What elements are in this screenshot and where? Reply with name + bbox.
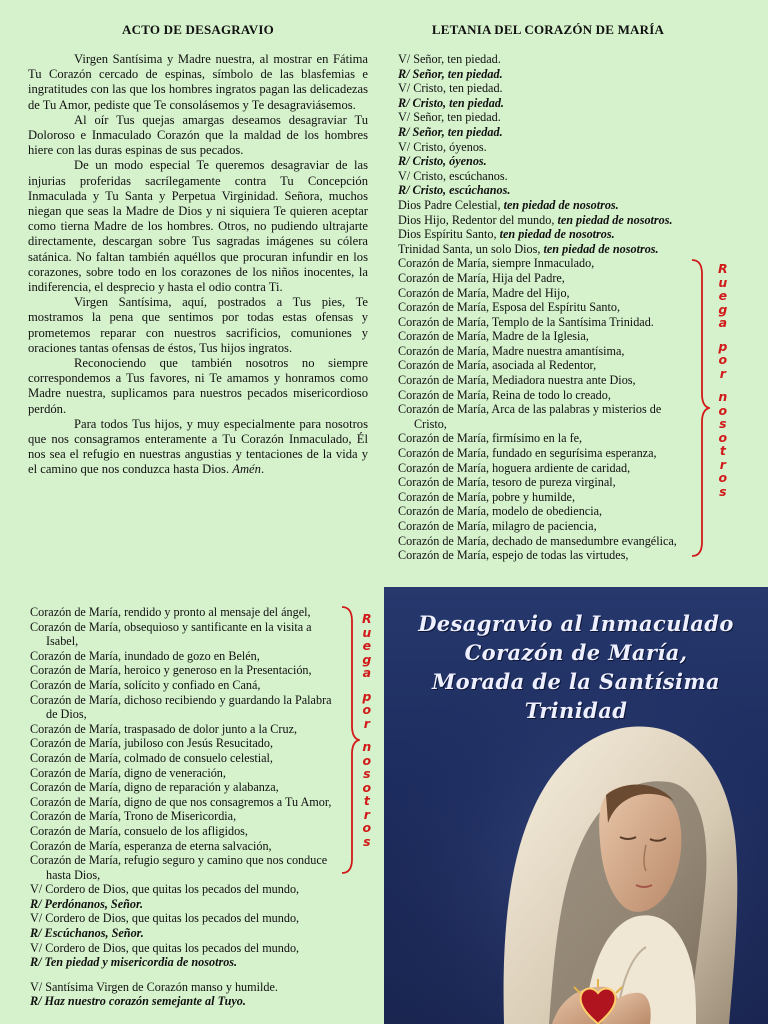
corazon-invocation: Corazón de María, Reina de todo lo creado, — [398, 387, 611, 402]
corazon-invocation: Corazón de María, Hija del Padre, — [398, 270, 565, 285]
cover-title — [384, 609, 768, 725]
corazon-invocation: Corazón de María, rendido y pronto al mensaje del ángel, — [30, 605, 311, 619]
invocation-text: Dios Padre Celestial, — [398, 197, 504, 212]
litany-versicle: V/ Cordero de Dios, que quitas los pecados del mundo, — [30, 940, 300, 955]
cover-title-line: Corazón de María, — [464, 640, 688, 665]
amen-period: . — [260, 462, 265, 477]
ruega-letter: a — [362, 665, 372, 680]
corazon-invocation: Corazón de María, Trono de Misericordia, — [30, 809, 237, 824]
line-continuation: de Dios, — [46, 707, 87, 722]
litany-versicle: V/ Cristo, óyenos. — [398, 139, 487, 154]
acto-desagravio-section — [28, 22, 368, 478]
corazon-invocation: Corazón de María, milagro de paciencia, — [398, 519, 597, 533]
corazon-invocation: Corazón de María, Madre del Hijo, — [398, 285, 570, 300]
cover-panel — [384, 587, 768, 1024]
acto-title: ACTO DE DESAGRAVIO — [122, 22, 274, 37]
invocation-response: ten piedad de nosotros. — [503, 197, 619, 212]
corazon-invocation: Corazón de María, esperanza de eterna salvación, — [30, 838, 272, 853]
acto-paragraph: Al oír Tus quejas amargas deseamos desagraviar Tu Doloroso e Inmaculado Corazón que la maldad de los hombres hiere con las duras espinas de sus pecados. — [28, 112, 368, 158]
corazon-invocation: Corazón de María, heroico y generoso en la Presentación, — [30, 663, 312, 678]
acto-paragraph: Virgen Santísima, aquí, postrados a Tus pies, Te mostramos la pena que sentimos por todas estas ofensas y prometemos reparar con nuestros sacrificios, comuniones y oraciones tantas ofensas de éstos, Tus hijos ingratos. — [28, 295, 368, 355]
ruega-letter: o — [362, 752, 372, 768]
litany-versicle: V/ Cristo, escúchanos. — [398, 168, 508, 183]
ruega-letter: r — [719, 365, 726, 381]
ruega-letter: R — [362, 611, 372, 626]
litany-invocation — [398, 198, 698, 213]
litany-versicle: R/ Cristo, escúchanos. — [398, 183, 511, 198]
corazon-invocation: Corazón de María, jubiloso con Jesús Resucitado, — [30, 736, 274, 751]
corazon-invocation — [30, 693, 370, 722]
ruega-letter: s — [719, 483, 727, 499]
corazon-invocation: Corazón de María, asociada al Redentor, — [398, 358, 597, 373]
acto-paragraph: Reconociendo que también nosotros no siempre correspondemos a Tus favores, ni Te amamos y honramos como Madre nuestra, suplicamos para nuestros pecados misericordioso perdón. — [28, 356, 368, 416]
letania-section — [398, 22, 698, 563]
ruega-letter: u — [718, 274, 728, 290]
line-continuation: Cristo, — [414, 416, 447, 431]
cover-title-line: Desagravio al Inmaculado — [418, 611, 734, 636]
ruega-letter: t — [719, 443, 726, 458]
ruega-letter: e — [718, 288, 728, 303]
acto-paragraph: Virgen Santísima y Madre nuestra, al mostrar en Fátima Tu Corazón cercado de espinas, símbolo de las blasfemias e ingratitudes con las que los hombres ingratos pagan las delicadezas de Tu Amor, pediste que Te consolásemos y Te desagraviásemos. — [28, 52, 368, 112]
ruega-letter: n — [718, 389, 728, 404]
corazon-invocation: Corazón de María, digno de reparación y alabanza, — [30, 780, 279, 795]
ruega-letter: o — [362, 779, 372, 795]
litany-versicle: R/ Cristo, óyenos. — [398, 154, 487, 169]
corazon-invocation — [30, 853, 370, 882]
ruega-letter: r — [719, 456, 726, 472]
letania-list — [398, 52, 698, 563]
litany-versicle: V/ Santísima Virgen de Corazón manso y humilde. — [30, 979, 278, 994]
corazon-invocation: Corazón de María, dechado de mansedumbre evangélica, — [398, 533, 677, 548]
brace-path — [342, 607, 359, 873]
litany-versicle: R/ Cristo, ten piedad. — [398, 95, 504, 110]
ruega-letter: s — [363, 833, 371, 849]
acto-paragraph-text: Para todos Tus hijos, y muy especialmente para nosotros que nos consagramos enteramente a Tu Corazón Inmaculado, Él nos sea el refugio en nuestras angustias y tentaciones de la vida y el camino que nos conduzca hasta Dios. — [28, 416, 368, 477]
corazon-invocation: Corazón de María, digno de veneración, — [30, 765, 226, 780]
ruega-letter: n — [362, 739, 372, 754]
ruega-letter: o — [718, 429, 728, 445]
corazon-invocation — [398, 402, 698, 431]
corazon-invocation: Corazón de María, Madre de la Iglesia, — [398, 329, 589, 344]
corazon-invocation: Corazón de María, modelo de obediencia, — [398, 504, 603, 519]
corazon-invocation: Corazón de María, siempre Inmaculado, — [398, 256, 595, 271]
corazon-invocation: Corazón de María, inundado de gozo en Belén, — [30, 648, 260, 663]
litany-versicle: V/ Cordero de Dios, que quitas los pecados del mundo, — [30, 882, 300, 897]
litany-invocation — [398, 227, 698, 242]
amen-text: Amén — [232, 462, 261, 477]
ruega-letter: e — [362, 638, 372, 653]
ruega-letter: s — [363, 766, 371, 781]
ruega-letter: R — [718, 261, 728, 276]
ruega-letter: g — [718, 301, 728, 317]
ruega-letter: o — [362, 820, 372, 835]
spacer — [30, 970, 370, 980]
litany-invocation — [398, 213, 698, 228]
letania-continuation-list — [30, 605, 370, 1009]
acto-last-paragraph — [28, 417, 368, 478]
line-text: Corazón de María, refugio seguro y camino que nos conduce — [30, 853, 328, 868]
corazon-invocation: Corazón de María, Esposa del Espíritu Santo, — [398, 300, 621, 315]
corazon-invocation: Corazón de María, traspasado de dolor junto a la Cruz, — [30, 721, 298, 736]
corazon-invocation: Corazón de María, tesoro de pureza virginal, — [398, 475, 616, 490]
invocation-response: ten piedad de nosotros. — [499, 227, 615, 242]
litany-invocation — [398, 242, 698, 257]
ruega-brace-bottom — [340, 605, 360, 875]
litany-versicle: V/ Cristo, ten piedad. — [398, 81, 503, 96]
litany-versicle: R/ Señor, ten piedad. — [398, 66, 503, 81]
corazon-invocation: Corazón de María, firmísimo en la fe, — [398, 431, 583, 446]
ruega-letter: o — [718, 470, 728, 485]
line-text: Corazón de María, obsequioso y santificante en la visita a — [30, 619, 312, 634]
ruega-letter: r — [363, 715, 370, 731]
ruega-letter: o — [362, 702, 372, 717]
ruega-letter: o — [718, 352, 728, 367]
letania-continuation-section — [30, 605, 370, 1009]
corazon-invocation: Corazón de María, Templo de la Santísima Trinidad. — [398, 314, 654, 329]
litany-versicle: V/ Señor, ten piedad. — [398, 52, 501, 66]
ruega-letter: s — [719, 416, 727, 431]
ruega-letter: p — [362, 688, 372, 704]
litany-versicle: R/ Escúchanos, Señor. — [30, 926, 144, 941]
litany-versicle: R/ Haz nuestro corazón semejante al Tuyo. — [30, 994, 246, 1009]
line-continuation: Isabel, — [46, 634, 79, 649]
invocation-text: Dios Hijo, Redentor del mundo, — [398, 212, 558, 227]
corazon-invocation: Corazón de María, pobre y humilde, — [398, 489, 576, 504]
acto-paragraph: De un modo especial Te queremos desagraviar de las injurias proferidas sacrílegamente contra Tu Concepción Inmaculada y Tu Santa y Perpetua Virginidad. Señora, muchos niegan que seas la Madre de Dios y ni siquiera Te quieren aceptar como tierna Madre de los hombres. Otros, no pudiendo ultrajarte directamente, descargan sobre Tus sagradas imágenes su cólera satánica. No faltan también aquéllos que procuran infundir en los corazones, sobre todo en los corazones de los niños inocentes, la indiferencia, el desprecio y hasta el odio contra Ti. — [28, 158, 368, 295]
corazon-invocation: Corazón de María, espejo de todas las virtudes, — [398, 548, 629, 563]
ruega-brace-top — [690, 258, 710, 558]
corazon-invocation: Corazón de María, hoguera ardiente de caridad, — [398, 460, 631, 475]
acto-text — [28, 52, 368, 478]
corazon-invocation: Corazón de María, Mediadora nuestra ante Dios, — [398, 373, 636, 388]
invocation-text: Dios Espíritu Santo, — [398, 227, 500, 242]
invocation-response: ten piedad de nosotros. — [557, 212, 673, 227]
ruega-letter: t — [363, 793, 370, 808]
cover-title-line: Morada de la Santísima Trinidad — [432, 669, 720, 723]
letania-title: LETANIA DEL CORAZÓN DE MARÍA — [431, 22, 665, 37]
litany-versicle: R/ Señor, ten piedad. — [398, 124, 503, 139]
litany-versicle: R/ Ten piedad y misericordia de nosotros. — [30, 955, 238, 970]
litany-versicle: V/ Señor, ten piedad. — [398, 110, 501, 125]
ruega-letter: p — [718, 338, 728, 354]
corazon-invocation: Corazón de María, digno de que nos consagremos a Tu Amor, — [30, 794, 332, 809]
corazon-invocation: Corazón de María, fundado en segurísima esperanza, — [398, 446, 657, 461]
ruega-letter: g — [362, 651, 372, 667]
ruega-letter: r — [363, 806, 370, 822]
corazon-invocation: Corazón de María, solícito y confiado en Caná, — [30, 677, 261, 692]
ruega-letter: u — [362, 624, 372, 640]
ruega-letter: a — [718, 315, 728, 330]
invocation-response: ten piedad de nosotros. — [543, 241, 659, 256]
corazon-invocation: Corazón de María, consuelo de los afligidos, — [30, 823, 248, 838]
invocation-text: Trinidad Santa, un solo Dios, — [398, 241, 544, 256]
corazon-invocation: Corazón de María, colmado de consuelo celestial, — [30, 750, 273, 765]
litany-versicle: R/ Perdónanos, Señor. — [30, 896, 144, 911]
ruega-por-nosotros-bottom — [362, 612, 372, 848]
line-text: Corazón de María, dichoso recibiendo y guardando la Palabra — [30, 692, 332, 707]
line-text: Corazón de María, Arca de las palabras y misterios de — [398, 402, 662, 417]
corazon-invocation: Corazón de María, Madre nuestra amantísima, — [398, 343, 625, 358]
ruega-por-nosotros-top — [718, 262, 728, 498]
line-continuation: hasta Dios, — [46, 867, 101, 882]
brace-path — [692, 260, 709, 556]
litany-versicle: V/ Cordero de Dios, que quitas los pecados del mundo, — [30, 911, 300, 926]
ruega-letter: o — [718, 402, 728, 418]
corazon-invocation — [30, 620, 370, 649]
